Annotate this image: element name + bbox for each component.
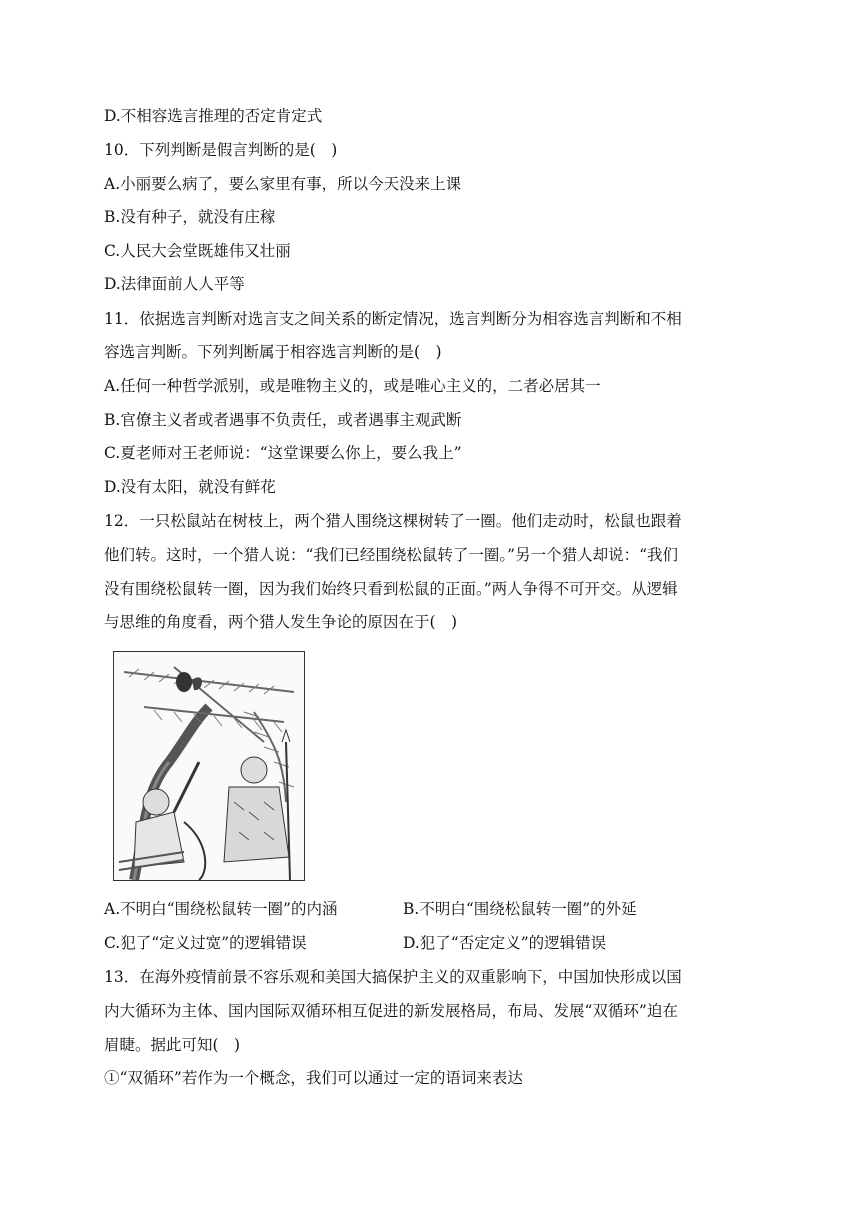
q10-option-c: C.人民大会堂既雄伟又壮丽 <box>104 242 291 260</box>
question-13-line-1: 13．在海外疫情前景不容乐观和美国大搞保护主义的双重影响下，中国加快形成以国 <box>104 968 682 986</box>
q12-option-c: C.犯了“定义过宽”的逻辑错误 <box>104 934 307 952</box>
question-12-line-2: 他们转。这时，一个猎人说：“我们已经围绕松鼠转了一圈。”另一个猎人却说：“我们 <box>104 546 679 564</box>
question-12-line-3: 没有围绕松鼠转一圈，因为我们始终只看到松鼠的正面。”两人争得不可开交。从逻辑 <box>104 580 678 598</box>
q12-option-a: A.不明白“围绕松鼠转一圈”的内涵 <box>104 900 338 918</box>
question-11-line-1: 11．依据选言判断对选言支之间关系的断定情况，选言判断分为相容选言判断和不相 <box>104 310 682 328</box>
q12-option-d: D.犯了“否定定义”的逻辑错误 <box>403 934 607 952</box>
q11-option-b: B.官僚主义者或者遇事不负责任，或者遇事主观武断 <box>104 411 462 429</box>
question-12-line-4: 与思维的角度看，两个猎人发生争论的原因在于( ) <box>104 613 458 631</box>
q10-option-b: B.没有种子，就没有庄稼 <box>104 208 276 226</box>
q13-statement-1: ①“双循环”若作为一个概念，我们可以通过一定的语词来表达 <box>104 1069 523 1087</box>
q11-option-a: A.任何一种哲学派别，或是唯物主义的，或是唯心主义的，二者必居其一 <box>104 377 601 395</box>
q10-option-d: D.法律面前人人平等 <box>104 275 245 293</box>
q12-option-b: B.不明白“围绕松鼠转一圈”的外延 <box>403 900 637 918</box>
q11-option-d: D.没有太阳，就没有鲜花 <box>104 478 276 496</box>
question-13-line-2: 内大循环为主体、国内国际双循环相互促进的新发展格局，布局、发展“双循环”迫在 <box>104 1002 678 1020</box>
question-13-line-3: 眉睫。据此可知( ) <box>104 1036 241 1054</box>
illustration-svg <box>114 652 304 880</box>
question-10: 10．下列判断是假言判断的是( ) <box>104 141 338 159</box>
hunters-squirrel-illustration <box>113 651 305 881</box>
q10-option-a: A.小丽要么病了，要么家里有事，所以今天没来上课 <box>104 175 462 193</box>
option-d-prev: D.不相容选言推理的否定肯定式 <box>104 107 323 125</box>
q11-option-c: C.夏老师对王老师说：“这堂课要么你上，要么我上” <box>104 444 462 462</box>
question-12-line-1: 12．一只松鼠站在树枝上，两个猎人围绕这棵树转了一圈。他们走动时，松鼠也跟着 <box>104 512 682 530</box>
question-11-line-2: 容选言判断。下列判断属于相容选言判断的是( ) <box>104 343 442 361</box>
